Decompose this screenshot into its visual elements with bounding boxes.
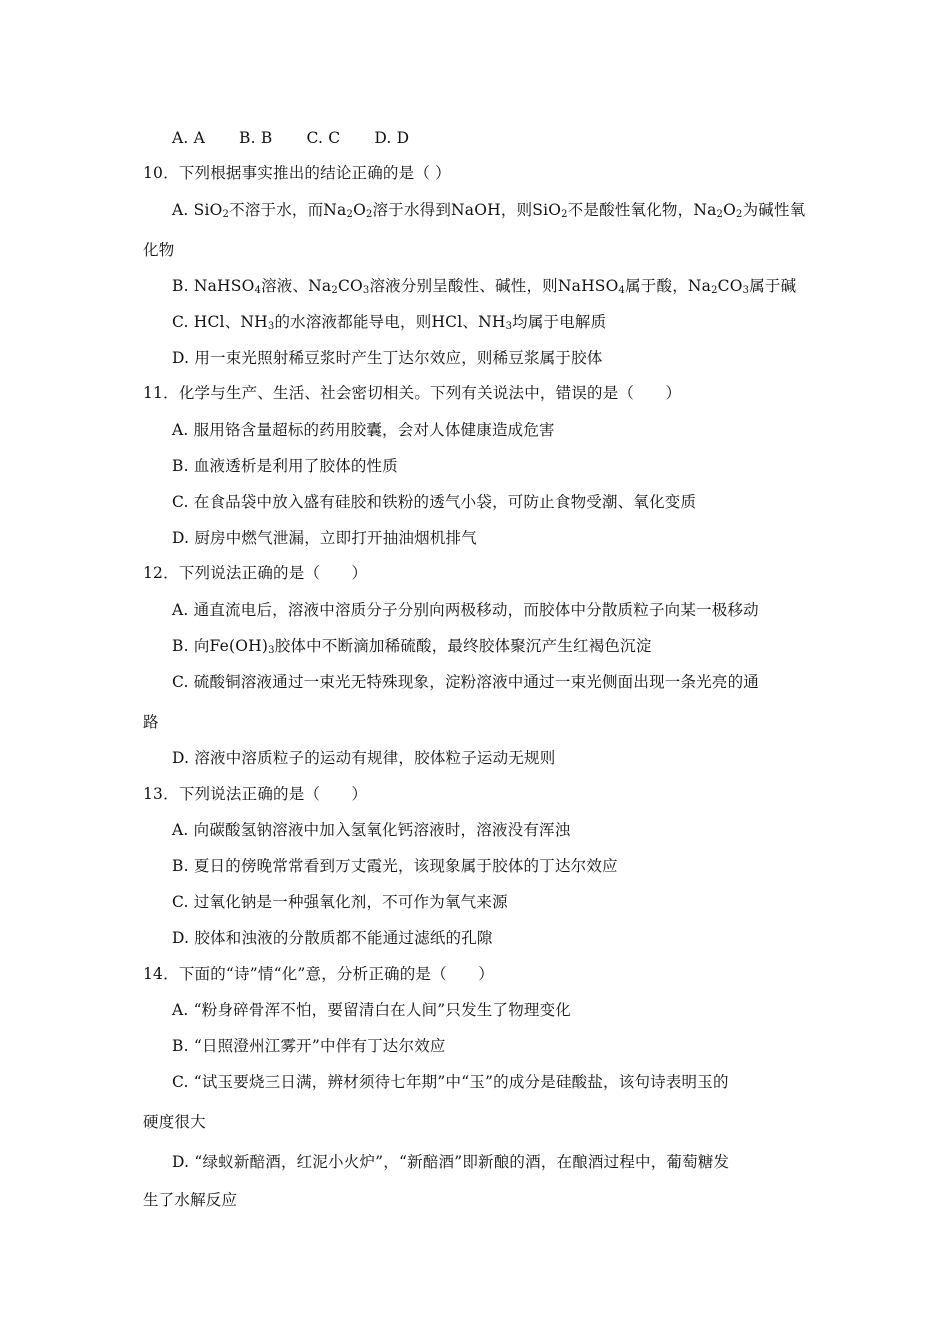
q13-option-c: C. 过氧化钠是一种强氧化剂，不可作为氧气来源 — [172, 893, 508, 911]
q10-option-a: A. SiO$_2$不溶于水，而$Na_2O_2$溶于水得到NaOH，则SiO$_2$不是酸性氧化物，$Na_2O_2$为碱性氧 — [172, 201, 806, 220]
q9-options-row — [172, 127, 443, 149]
q9-option-c: C. C — [306, 129, 341, 147]
q12-option-c: C. 硫酸铜溶液通过一束光无特殊现象，淀粉溶液中通过一束光侧面出现一条光亮的通 — [172, 673, 759, 691]
q14-option-b: B. “日照澄州江雾开”中伴有丁达尔效应 — [172, 1037, 446, 1055]
q11-option-d: D. 厨房中燃气泄漏，立即打开抽油烟机排气 — [172, 529, 477, 547]
q13-option-d: D. 胶体和浊液的分散质都不能通过滤纸的孔隙 — [172, 929, 493, 947]
q10-option-d: D. 用一束光照射稀豆浆时产生丁达尔效应，则稀豆浆属于胶体 — [172, 349, 603, 367]
q12-option-b: B. 向$Fe(OH)_3$胶体中不断滴加稀硫酸，最终胶体聚沉产生红褐色沉淀 — [172, 637, 652, 656]
q14-option-c-cont: 硬度很大 — [143, 1113, 206, 1131]
q12-option-a: A. 通直流电后，溶液中溶质分子分别向两极移动，而胶体中分散质粒子向某一极移动 — [172, 601, 759, 619]
q9-option-d: D. D — [374, 129, 410, 147]
q10-option-b: B. NaHSO$_4$溶液、$Na_2CO_3$溶液分别呈酸性、碱性，则NaHSO$_4$属于酸，$Na_2CO_3$属于碱 — [172, 277, 797, 296]
q11-option-c: C. 在食品袋中放入盛有硅胶和铁粉的透气小袋，可防止食物受潮、氧化变质 — [172, 493, 697, 511]
q11-option-b: B. 血液透析是利用了胶体的性质 — [172, 457, 398, 475]
q11-option-a: A. 服用铬含量超标的药用胶囊，会对人体健康造成危害 — [172, 421, 555, 439]
q13-option-a: A. 向碳酸氢钠溶液中加入氢氧化钙溶液时，溶液没有浑浊 — [172, 821, 571, 839]
q14-stem: 14．下面的“诗”情“化”意，分析正确的是（ ） — [143, 965, 494, 983]
q13-option-b: B. 夏日的傍晚常常看到万丈霞光，该现象属于胶体的丁达尔效应 — [172, 857, 618, 875]
q14-option-a: A. “粉身碎骨浑不怕，要留清白在人间”只发生了物理变化 — [172, 1001, 571, 1019]
q12-option-c-cont: 路 — [143, 713, 159, 731]
q12-stem: 12．下列说法正确的是（ ） — [143, 564, 368, 582]
q10-option-a-cont: 化物 — [143, 241, 175, 259]
q9-option-a: A. A — [172, 129, 206, 147]
q9-option-b: B. B — [239, 129, 273, 147]
q12-option-d: D. 溶液中溶质粒子的运动有规律，胶体粒子运动无规则 — [172, 749, 556, 767]
q13-stem: 13．下列说法正确的是（ ） — [143, 785, 368, 803]
q14-option-d: D. “绿蚁新醅酒，红泥小火炉”，“新醅酒”即新酿的酒，在酿酒过程中，葡萄糖发 — [172, 1153, 730, 1171]
q14-option-c: C. “试玉要烧三日满，辨材须待七年期”中“玉”的成分是硅酸盐，该句诗表明玉的 — [172, 1073, 729, 1091]
q10-stem: 10．下列根据事实推出的结论正确的是（ ） — [143, 164, 451, 182]
q14-option-d-cont: 生了水解反应 — [143, 1191, 238, 1209]
q11-stem: 11．化学与生产、生活、社会密切相关。下列有关说法中，错误的是（ ） — [143, 384, 682, 402]
q10-option-c: C. HCl、$NH_3$的水溶液都能导电，则HCl、$NH_3$均属于电解质 — [172, 313, 607, 332]
